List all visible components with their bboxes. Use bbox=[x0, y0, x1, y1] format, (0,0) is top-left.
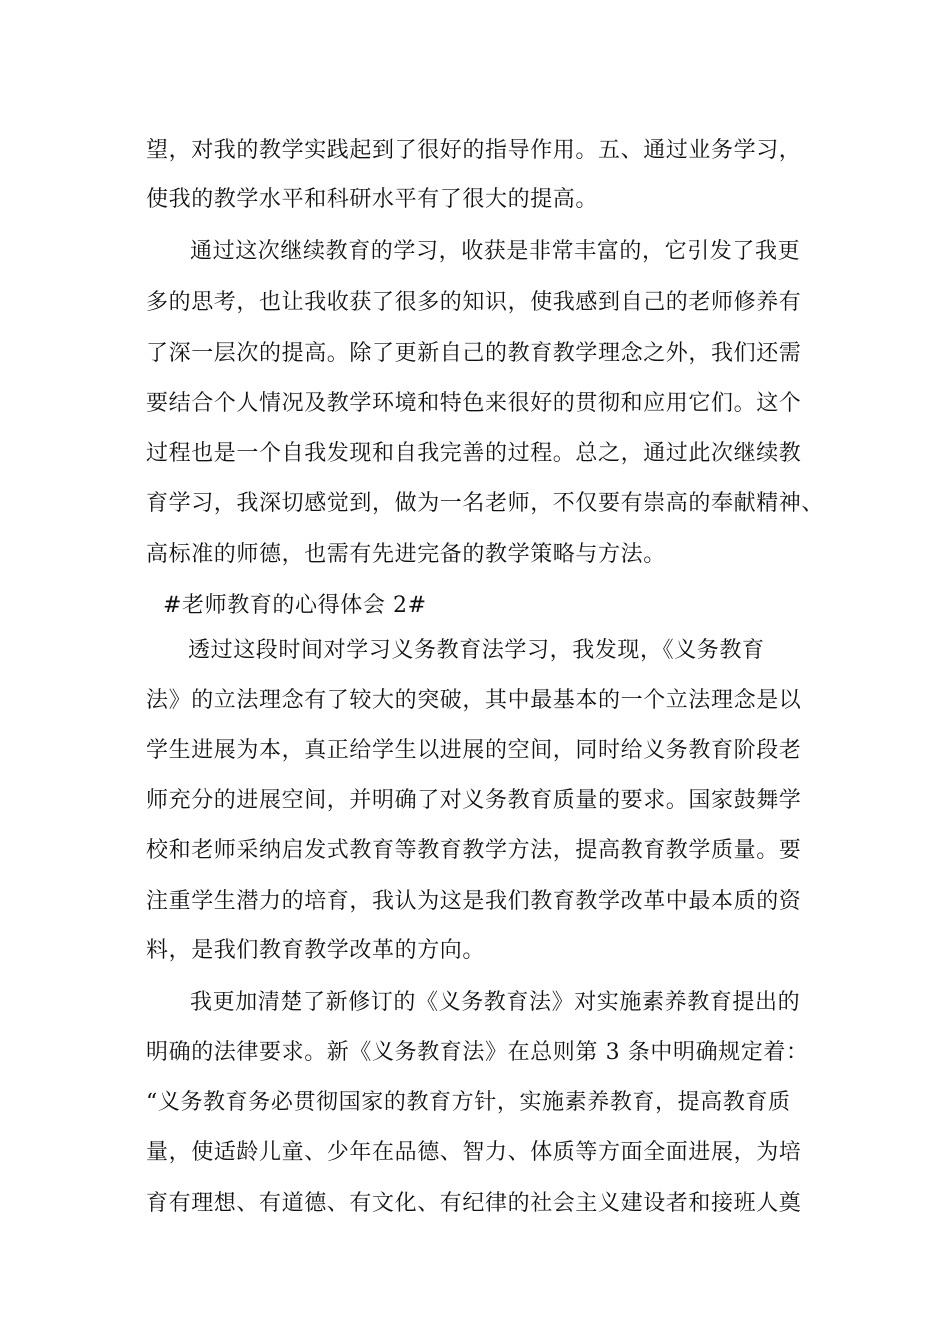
section-heading: #老师教育的心得体会 2# bbox=[163, 593, 427, 618]
paragraph-start-line: 我更加清楚了新修订的《义务教育法》对实施素养教育提出的 bbox=[190, 990, 801, 1015]
text-line: 高标准的师德，也需有先进完备的教学策略与方法。 bbox=[146, 542, 666, 567]
text-line: 师充分的进展空间，并明确了对义务教育质量的要求。国家鼓舞学 bbox=[146, 788, 802, 813]
paragraph-start-line: 通过这次继续教育的学习，收获是非常丰富的，它引发了我更 bbox=[190, 239, 801, 264]
text-line: 过程也是一个自我发现和自我完善的过程。总之，通过此次继续教 bbox=[146, 441, 802, 466]
text-line: 量，使适龄儿童、少年在品德、智力、体质等方面全面进展，为培 bbox=[146, 1140, 802, 1165]
text-line: “义务教育务必贯彻国家的教育方针，实施素养教育，提高教育质 bbox=[146, 1090, 791, 1115]
text-line: 学生进展为本，真正给学生以进展的空间，同时给义务教育阶段老 bbox=[146, 738, 802, 763]
text-line: 了深一层次的提高。除了更新自己的教育教学理念之外，我们还需 bbox=[146, 341, 802, 366]
text-line: 料，是我们教育教学改革的方向。 bbox=[146, 938, 486, 963]
paragraph-start-line: 透过这段时间对学习义务教育法学习，我发现，《义务教育 bbox=[188, 638, 765, 663]
text-line: 望，对我的教学实践起到了很好的指导作用。五、通过业务学习， bbox=[146, 138, 802, 163]
text-line: 校和老师采纳启发式教育等教育教学方法，提高教育教学质量。要 bbox=[146, 838, 802, 863]
text-line: 法》的立法理念有了较大的突破，其中最基本的一个立法理念是以 bbox=[146, 688, 802, 713]
text-line: 明确的法律要求。新《义务教育法》在总则第 3 条中明确规定着： bbox=[146, 1040, 809, 1065]
text-line: 育学习，我深切感觉到，做为一名老师，不仅要有崇高的奉献精神、 bbox=[146, 491, 825, 516]
text-line: 多的思考，也让我收获了很多的知识，使我感到自己的老师修养有 bbox=[146, 290, 802, 315]
text-line: 使我的教学水平和科研水平有了很大的提高。 bbox=[146, 187, 599, 212]
text-line: 注重学生潜力的培育，我认为这是我们教育教学改革中最本质的资 bbox=[146, 889, 802, 914]
text-line: 要结合个人情况及教学环境和特色来很好的贯彻和应用它们。这个 bbox=[146, 391, 802, 416]
text-line: 育有理想、有道德、有文化、有纪律的社会主义建设者和接班人奠 bbox=[146, 1191, 802, 1216]
